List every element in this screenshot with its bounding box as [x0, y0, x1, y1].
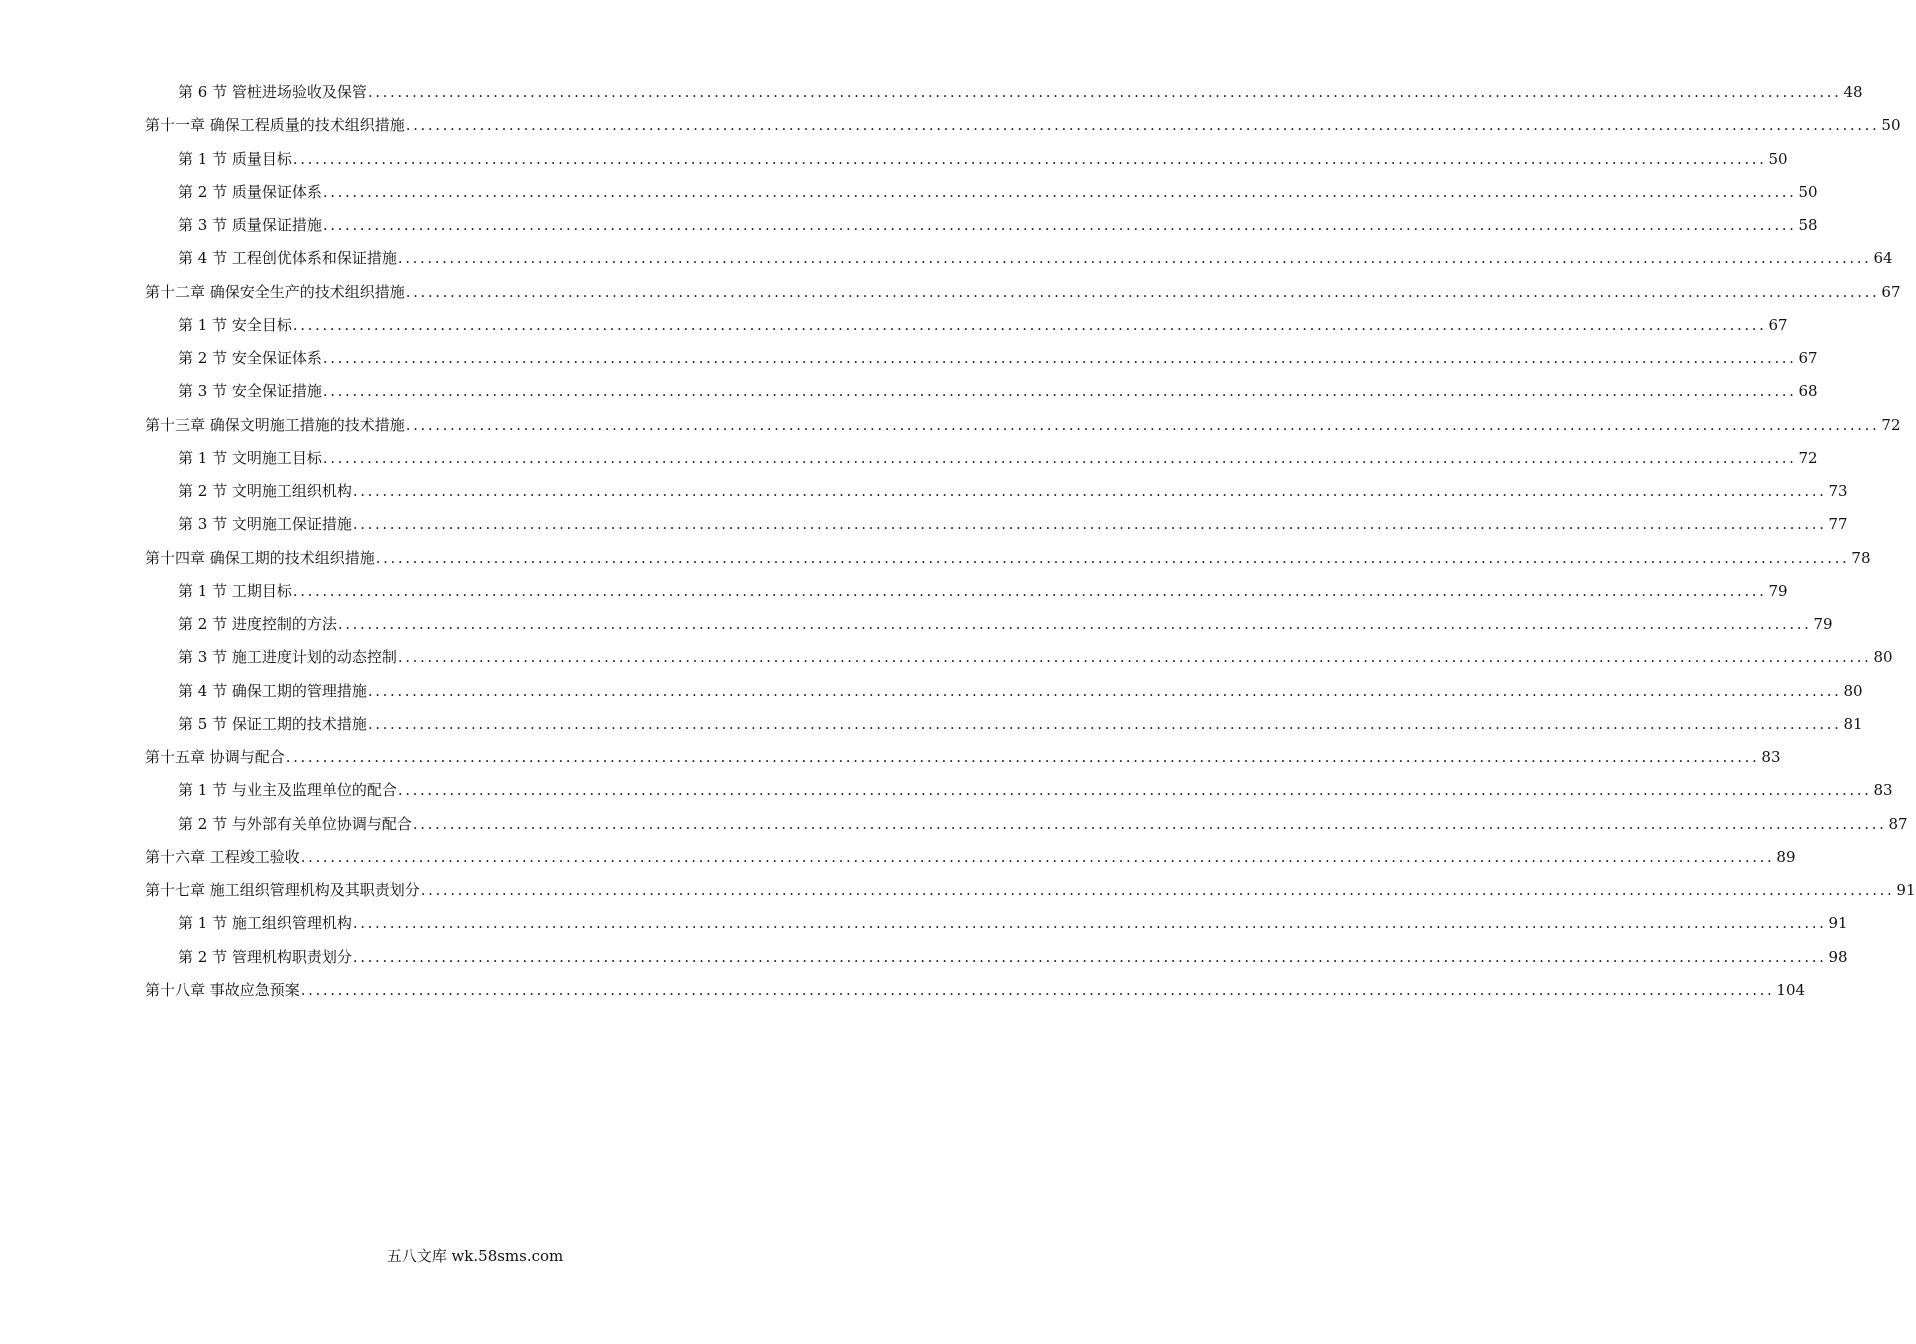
toc-page-number: 104 [1776, 980, 1806, 999]
toc-entry-label: 第 5 节 保证工期的技术措施 [178, 714, 367, 733]
toc-page-number: 81 [1843, 714, 1863, 733]
table-of-contents [0, 76, 1916, 1007]
toc-page-number: 79 [1813, 615, 1833, 633]
toc-section-row[interactable] [0, 675, 1863, 708]
toc-entry-label: 第十二章 确保安全生产的技术组织措施 [145, 282, 405, 301]
dot-leader: ........................................................................................................................................................................................................ [285, 748, 1760, 766]
toc-page-number: 79 [1768, 581, 1788, 600]
dot-leader: ........................................................................................................................................................................................................ [322, 216, 1797, 234]
toc-entry-label: 第十六章 工程竣工验收 [145, 847, 300, 866]
dot-leader: ........................................................................................................................................................................................................ [352, 515, 1827, 534]
toc-entry-label: 第 2 节 文明施工组织机构 [178, 482, 352, 500]
toc-page-number: 83 [1761, 748, 1781, 766]
toc-entry-label: 第 1 节 与业主及监理单位的配合 [178, 781, 397, 800]
toc-entry-label: 第 3 节 施工进度计划的动态控制 [178, 648, 397, 667]
dot-leader: ........................................................................................................................................................................................................ [292, 581, 1767, 600]
toc-page-number: 91 [1896, 881, 1916, 899]
toc-chapter-row[interactable] [0, 409, 1901, 442]
toc-section-row[interactable] [0, 575, 1788, 608]
dot-leader: ........................................................................................................................................................................................................ [405, 282, 1880, 301]
toc-page-number: 80 [1843, 681, 1863, 700]
dot-leader: ........................................................................................................................................................................................................ [322, 182, 1797, 201]
toc-entry-label: 第 6 节 管桩进场验收及保管 [178, 83, 367, 101]
toc-entry-label: 第十五章 协调与配合 [145, 748, 285, 766]
toc-page-number: 72 [1881, 415, 1901, 434]
toc-section-row[interactable] [0, 309, 1788, 342]
dot-leader: ........................................................................................................................................................................................................ [367, 714, 1842, 733]
toc-entry-label: 第十三章 确保文明施工措施的技术措施 [145, 415, 405, 434]
toc-chapter-row[interactable] [0, 841, 1796, 874]
toc-entry-label: 第十七章 施工组织管理机构及其职责划分 [145, 881, 420, 899]
dot-leader: ........................................................................................................................................................................................................ [300, 847, 1775, 866]
toc-entry-label: 第十四章 确保工期的技术组织措施 [145, 548, 375, 567]
dot-leader: ........................................................................................................................................................................................................ [405, 415, 1880, 434]
toc-page-number: 87 [1888, 814, 1908, 833]
toc-entry-label: 第 2 节 进度控制的方法 [178, 615, 337, 633]
toc-page-number: 80 [1873, 648, 1893, 667]
toc-entry-label: 第 4 节 工程创优体系和保证措施 [178, 249, 397, 268]
toc-page-number: 73 [1828, 482, 1848, 500]
toc-page-number: 78 [1851, 548, 1871, 567]
toc-section-row[interactable] [0, 209, 1818, 242]
dot-leader: ........................................................................................................................................................................................................ [292, 149, 1767, 168]
dot-leader: ........................................................................................................................................................................................................ [322, 448, 1797, 467]
dot-leader: ........................................................................................................................................................................................................ [322, 349, 1797, 367]
dot-leader: ........................................................................................................................................................................................................ [337, 615, 1812, 633]
dot-leader: ........................................................................................................................................................................................................ [420, 881, 1895, 899]
toc-page-number: 67 [1798, 349, 1818, 367]
toc-entry-label: 第 2 节 安全保证体系 [178, 349, 322, 367]
toc-entry-label: 第 4 节 确保工期的管理措施 [178, 681, 367, 700]
toc-section-row[interactable] [0, 808, 1908, 841]
toc-chapter-row[interactable] [0, 741, 1781, 774]
toc-section-row[interactable] [0, 442, 1818, 475]
toc-section-row[interactable] [0, 242, 1893, 275]
toc-section-row[interactable] [0, 941, 1848, 974]
toc-section-row[interactable] [0, 608, 1833, 641]
toc-section-row[interactable] [0, 774, 1893, 807]
toc-page-number: 77 [1828, 515, 1848, 534]
toc-entry-label: 第十八章 事故应急预案 [145, 980, 300, 999]
dot-leader: ........................................................................................................................................................................................................ [412, 814, 1887, 833]
dot-leader: ........................................................................................................................................................................................................ [405, 116, 1880, 135]
toc-section-row[interactable] [0, 176, 1818, 209]
toc-chapter-row[interactable] [0, 109, 1901, 142]
toc-entry-label: 第 1 节 安全目标 [178, 315, 292, 334]
toc-section-row[interactable] [0, 375, 1818, 408]
toc-section-row[interactable] [0, 508, 1848, 541]
dot-leader: ........................................................................................................................................................................................................ [352, 482, 1827, 500]
toc-entry-label: 第 2 节 管理机构职责划分 [178, 947, 352, 966]
toc-page-number: 67 [1768, 315, 1788, 334]
page-footer: 五八文库 wk.58sms.com [386, 1247, 564, 1265]
toc-page-number: 58 [1798, 216, 1818, 234]
toc-page-number: 50 [1798, 182, 1818, 201]
toc-page-number: 91 [1828, 914, 1848, 933]
toc-section-row[interactable] [0, 708, 1863, 741]
toc-section-row[interactable] [0, 76, 1863, 109]
toc-section-row[interactable] [0, 143, 1788, 176]
toc-chapter-row[interactable] [0, 276, 1901, 309]
toc-section-row[interactable] [0, 907, 1848, 940]
toc-entry-label: 第十一章 确保工程质量的技术组织措施 [145, 116, 405, 135]
toc-chapter-row[interactable] [0, 974, 1806, 1007]
dot-leader: ........................................................................................................................................................................................................ [367, 83, 1842, 101]
toc-entry-label: 第 1 节 施工组织管理机构 [178, 914, 352, 933]
toc-entry-label: 第 3 节 安全保证措施 [178, 382, 322, 401]
toc-page-number: 72 [1798, 448, 1818, 467]
toc-entry-label: 第 1 节 文明施工目标 [178, 448, 322, 467]
toc-entry-label: 第 2 节 与外部有关单位协调与配合 [178, 814, 412, 833]
dot-leader: ........................................................................................................................................................................................................ [375, 548, 1850, 567]
toc-entry-label: 第 3 节 文明施工保证措施 [178, 515, 352, 534]
toc-chapter-row[interactable] [0, 542, 1871, 575]
toc-entry-label: 第 1 节 质量目标 [178, 149, 292, 168]
toc-chapter-row[interactable] [0, 874, 1916, 907]
toc-page-number: 83 [1873, 781, 1893, 800]
toc-entry-label: 第 2 节 质量保证体系 [178, 182, 322, 201]
dot-leader: ........................................................................................................................................................................................................ [352, 914, 1827, 933]
toc-page-number: 68 [1798, 382, 1818, 401]
toc-page-number: 98 [1828, 947, 1848, 966]
dot-leader: ........................................................................................................................................................................................................ [352, 947, 1827, 966]
toc-entry-label: 第 3 节 质量保证措施 [178, 216, 322, 234]
toc-page-number: 50 [1768, 149, 1788, 168]
dot-leader: ........................................................................................................................................................................................................ [397, 249, 1872, 268]
toc-page-number: 89 [1776, 847, 1796, 866]
dot-leader: ........................................................................................................................................................................................................ [397, 781, 1872, 800]
toc-section-row[interactable] [0, 641, 1893, 674]
toc-entry-label: 第 1 节 工期目标 [178, 581, 292, 600]
toc-page-number: 64 [1873, 249, 1893, 268]
toc-section-row[interactable] [0, 475, 1848, 508]
dot-leader: ........................................................................................................................................................................................................ [397, 648, 1872, 667]
dot-leader: ........................................................................................................................................................................................................ [300, 980, 1775, 999]
toc-page-number: 50 [1881, 116, 1901, 135]
dot-leader: ........................................................................................................................................................................................................ [292, 315, 1767, 334]
toc-section-row[interactable] [0, 342, 1818, 375]
toc-page-number: 48 [1843, 83, 1863, 101]
toc-page-number: 67 [1881, 282, 1901, 301]
dot-leader: ........................................................................................................................................................................................................ [322, 382, 1797, 401]
dot-leader: ........................................................................................................................................................................................................ [367, 681, 1842, 700]
